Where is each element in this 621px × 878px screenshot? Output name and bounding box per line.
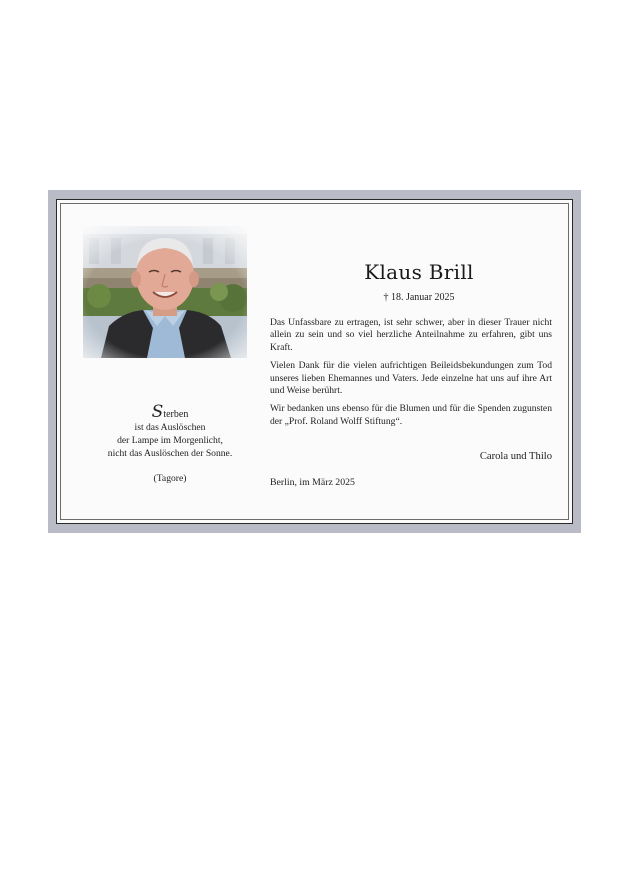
paragraph: Vielen Dank für die vielen aufrichtigen Beileidsbekundungen zum Tod unseres lieben Ehemannes und Vaters. Jede einzelne hat uns auf ihre Art und Weise berührt.	[270, 360, 552, 397]
poem-line: nicht das Auslöschen der Sonne.	[107, 448, 233, 459]
poem-line: der Lampe im Morgenlicht,	[117, 435, 223, 446]
paragraph: Das Unfassbare zu ertragen, ist sehr schwer, aber in dieser Trauer nicht allein zu sein und so viel herzliche Anteilnahme zu erfahren, gibt uns Kraft.	[270, 317, 552, 353]
poem-first-word: terben	[163, 409, 189, 420]
paragraph: Wir bedanken uns ebenso für die Blumen und für die Spenden zugunsten der „Prof. Roland Wolff Stiftung“.	[270, 403, 552, 427]
card-content	[56, 199, 573, 524]
mourning-card	[48, 190, 581, 533]
portrait-photo	[83, 226, 247, 358]
poem-quote	[63, 402, 277, 485]
thank-you-text	[270, 317, 552, 434]
poem-initial: S	[151, 402, 164, 422]
poem-first-line	[63, 402, 277, 422]
poem-line: ist das Auslöschen	[134, 422, 206, 433]
place-date: Berlin, im März 2025	[270, 477, 355, 488]
death-date: † 18. Januar 2025	[383, 292, 455, 303]
poem-source: (Tagore)	[153, 473, 187, 484]
deceased-name: Klaus Brill	[364, 260, 474, 284]
signature: Carola und Thilo	[479, 451, 552, 462]
